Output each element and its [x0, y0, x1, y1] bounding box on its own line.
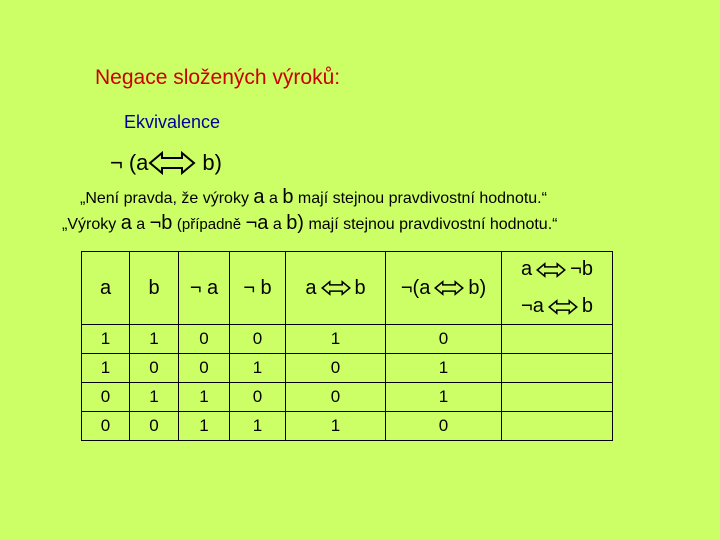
line2-pre: „Výroky [62, 216, 117, 233]
line2-mid2: a [272, 216, 282, 233]
line1-b: b [282, 186, 294, 208]
double-arrow-icon [434, 280, 464, 296]
line2-not-b: ¬b [149, 212, 173, 234]
cell [502, 354, 613, 383]
header-equivalent-forms [502, 252, 613, 325]
slide-title: Negace složených výroků: [95, 66, 341, 89]
header-b: b [130, 252, 179, 325]
truth-table [81, 251, 613, 441]
negated-equivalence-expression [110, 150, 222, 176]
truth-table-header [82, 252, 613, 325]
statement-line-2 [62, 212, 557, 235]
table-row [82, 354, 613, 383]
cell: 1 [179, 383, 230, 412]
cell: 0 [386, 325, 502, 354]
cell: 1 [82, 354, 130, 383]
header-eq-b: b [354, 276, 366, 299]
table-row [82, 325, 613, 354]
cell: 0 [286, 383, 386, 412]
line1-mid: a [268, 190, 278, 207]
cell: 0 [179, 325, 230, 354]
header-neq-a: ¬(a [400, 276, 431, 299]
header-x2-a: ¬a [521, 295, 544, 317]
double-arrow-icon [148, 151, 196, 175]
cell: 1 [286, 412, 386, 441]
cell: 0 [82, 383, 130, 412]
cell: 0 [230, 325, 286, 354]
header-x1-a: a [521, 258, 533, 280]
table-row [82, 412, 613, 441]
cell [502, 383, 613, 412]
header-a: a [82, 252, 130, 325]
expr-right: b) [202, 150, 222, 175]
cell: 1 [286, 325, 386, 354]
cell: 1 [82, 325, 130, 354]
line1-post: mají stejnou pravdivostní hodnotu.“ [297, 190, 547, 207]
header-neq-b: b) [468, 276, 487, 299]
line2-not-a: ¬a [245, 212, 269, 234]
line1-a: a [253, 186, 265, 208]
cell: 0 [286, 354, 386, 383]
cell: 1 [130, 325, 179, 354]
header-eq-a: a [305, 276, 317, 299]
header-negated-equivalence [386, 252, 502, 325]
header-not-b: ¬ b [230, 252, 286, 325]
cell: 0 [130, 354, 179, 383]
cell: 1 [230, 354, 286, 383]
cell [502, 325, 613, 354]
line2-mid: a [136, 216, 146, 233]
cell: 1 [386, 383, 502, 412]
table-row [82, 383, 613, 412]
negation-symbol: ¬ [110, 150, 123, 175]
cell: 1 [386, 354, 502, 383]
header-not-a: ¬ a [179, 252, 230, 325]
cell [502, 412, 613, 441]
line2-post: mají stejnou pravdivostní hodnotu.“ [308, 216, 558, 233]
line2-a: a [120, 212, 132, 234]
header-equivalence [286, 252, 386, 325]
cell: 0 [130, 412, 179, 441]
cell: 1 [130, 383, 179, 412]
cell: 0 [386, 412, 502, 441]
expr-left: (a [128, 150, 149, 175]
header-x1-b: ¬b [570, 258, 593, 280]
cell: 0 [230, 383, 286, 412]
cell: 0 [82, 412, 130, 441]
double-arrow-icon [548, 299, 578, 315]
header-x2-b: b [581, 295, 593, 317]
line2-paren: (případně [176, 216, 242, 233]
line1-pre: „Není pravda, že výroky [80, 190, 249, 207]
cell: 1 [230, 412, 286, 441]
statement-line-1 [80, 186, 547, 209]
double-arrow-icon [321, 280, 351, 296]
line2-b: b) [286, 212, 304, 234]
cell: 1 [179, 412, 230, 441]
cell: 0 [179, 354, 230, 383]
slide-subtitle: Ekvivalence [124, 112, 221, 132]
double-arrow-icon [536, 262, 566, 278]
